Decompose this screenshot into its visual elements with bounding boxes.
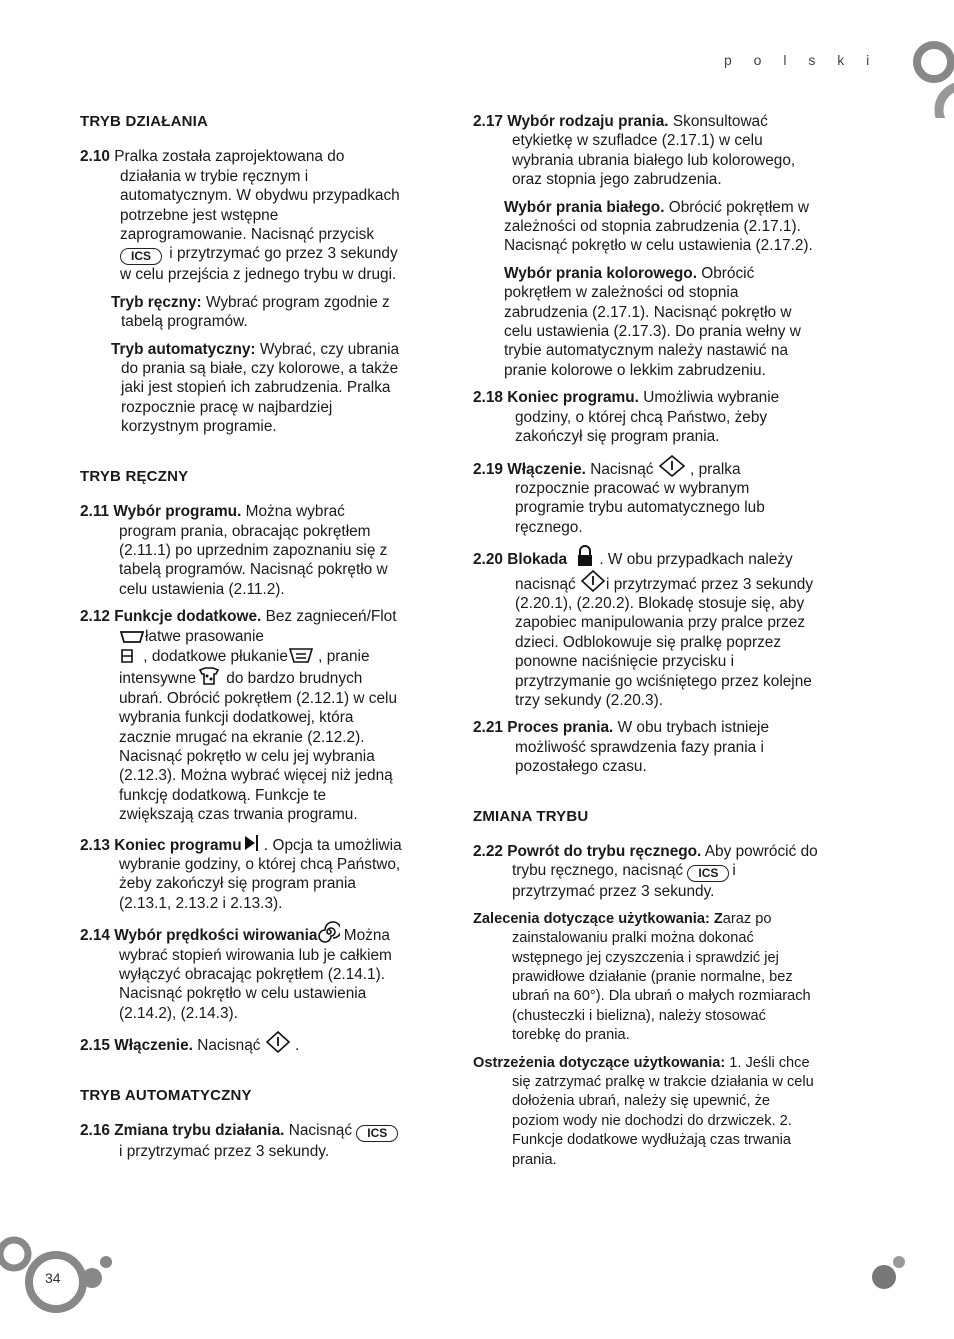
para-2-18: 2.18 Koniec programu. Umożliwia wybranie godziny, o której chcą Państwo, żeby zakończył się program prania. <box>473 389 780 446</box>
para-2-22: 2.22 Powrót do trybu ręcznego. Aby powrócić do trybu ręcznego, nacisnąć ICS i przytrzymać przez 3 sekundy. <box>473 843 818 901</box>
para-auto: Tryb automatyczny: Wybrać, czy ubrania do prania są białe, czy kolorowe, a także jaki jest stopień ich zabrudzenia. Pralka rozpocznie pracę w najbardziej korzystnym programie. <box>111 340 400 436</box>
heading-zmiana-trybu: ZMIANA TRYBU <box>473 807 589 825</box>
start-icon <box>265 1031 291 1053</box>
heading-tryb-automatyczny: TRYB AUTOMATYCZNY <box>80 1086 252 1104</box>
right-column <box>473 112 818 1178</box>
para-2-21: 2.21 Proces prania. W obu trybach istnieje możliwość sprawdzenia fazy prania i pozostałego czasu. <box>473 719 769 776</box>
ics-icon: ICS <box>120 248 162 265</box>
para-2-17: 2.17 Wybór rodzaju prania. Skonsultować etykietkę w szufladce (2.17.1) w celu wybrania ubrania białego lub kolorowego, oraz stopnia jego zabrudzenia. <box>473 113 796 189</box>
para-2-11: 2.11 Wybór programu. Można wybrać program prania, obracając pokrętłem (2.11.1) po uprzednim zapoznaniu się z tabelą programów. Nacisnąć pokrętło w celu ustawienia (2.11.2). <box>80 503 388 598</box>
para-manual: Tryb ręczny: Wybrać program zgodnie z tabelą programów. <box>111 293 390 331</box>
para-2-14: 2.14 Wybór prędkości wirowania Można wybrać stopień wirowania lub je całkiem wyłączyć obracając pokrętłem (2.14.1). Nacisnąć pokrętło w celu ustawienia (2.14.2), (2.14.3). <box>80 921 402 1023</box>
para-2-10: 2.10 Pralka została zaprojektowana do działania w trybie ręcznym i automatycznym. W obydwu przypadkach potrzebne jest wstępne zaprogramowanie. Nacisnąć przycisk ICS i przytrzymać go przez 3 sekundy w celu przejścia z jednego trybu w drugi. <box>80 148 400 284</box>
decorative-circles-top <box>905 38 954 118</box>
para-2-13: 2.13 Koniec programu . Opcja ta umożliwia wybranie godziny, o której chcą Państwo, żeby zakończył się program prania (2.13.1, 2.13.2 i 2.13.3). <box>80 833 402 914</box>
language-label: p o l s k i <box>724 52 879 68</box>
para-warnings: Ostrzeżenia dotyczące użytkowania: 1. Jeśli chce się zatrzymać pralkę w trakcie działania w celu dołożenia ubrań, należy się upewnić, że poziom wody nie dochodzi do drzwiczek. 2. Funkcje dodatkowe wydłużają czas trwania prania. <box>473 1054 814 1168</box>
decorative-circles-bottom-right <box>868 1252 918 1297</box>
para-color: Wybór prania kolorowego. Obrócić pokrętłem w zależności od stopnia zabrudzenia (2.17.1). Nacisnąć pokrętło w celu ustawienia (2.17.3). Do prania wełny w trybie automatycznym należy nastawić na pranie kolorowe o lekkim zabrudzeniu. <box>504 264 801 379</box>
left-column <box>80 112 402 1169</box>
para-2-19: 2.19 Włączenie. Nacisnąć , pralka rozpocznie pracować w wybranym programie trybu automatycznego lub ręcznego. <box>473 455 818 538</box>
heading-tryb-dzialania: TRYB DZIAŁANIA <box>80 113 209 130</box>
para-2-15: 2.15 Włączenie. Nacisnąć . <box>80 1031 402 1055</box>
lock-icon <box>575 545 595 567</box>
para-2-20: 2.20 Blokada . W obu przypadkach należy nacisnąć i przytrzymać przez 3 sekundy (2.20.1), (2.20.2). Blokadę stosuje się, aby zapobiec manipulowania przy pralce przez dzieci. Odblokowuje się pralkę poprzez ponowne naciśnięcie przycisku i przytrzymanie go wciśniętego przez kolejne trzy sekundy (2.20.3). <box>473 545 818 710</box>
page-number: 34 <box>45 1270 61 1286</box>
para-2-12: 2.12 Funkcje dodatkowe. Bez zagnieceń/Flotłatwe prasowanie , dodatkowe płukanie , pranie intensywne do bardzo brudnych ubrań. Obrócić pokrętłem (2.12.1) w celu wybrania funkcji dodatkowej, która zacznie mrugać na ekranie (2.12.2). Nacisnąć pokrętło w celu jej wybrania (2.12.3). Można wybrać więcej niż jedną funkcję dodatkową. Funkcje te zwiększają czas trwania programu. <box>80 608 398 824</box>
para-recommendations: Zalecenia dotyczące użytkowania: Zaraz po zainstalowaniu pralki można dokonać wstępnego jej czyszczenia i sprawdzić jej prawidłowe działanie (pranie normalne, bez ubrań na 60°). Dla ubrań o małych rozmiarach (chusteczki i bielizna), należy stosować torebkę do prania. <box>473 910 811 1044</box>
intensive-wash-icon <box>196 666 222 686</box>
spin-icon <box>318 921 340 943</box>
start-icon <box>580 570 606 592</box>
heading-tryb-reczny: TRYB RĘCZNY <box>80 467 189 485</box>
end-program-icon <box>242 833 260 853</box>
para-white: Wybór prania białego. Obrócić pokrętłem w zależności od stopnia zabrudzenia (2.17.1). Nacisnąć pokrętło w celu ustawienia (2.17.2). <box>504 198 813 255</box>
ics-icon: ICS <box>356 1125 398 1142</box>
easy-iron-icon-2 <box>119 648 139 664</box>
easy-iron-icon <box>119 628 145 644</box>
ics-icon: ICS <box>687 865 729 882</box>
extra-rinse-icon <box>288 646 314 664</box>
start-icon <box>658 455 686 477</box>
para-2-16: 2.16 Zmiana trybu działania. Nacisnąć ICSi przytrzymać przez 3 sekundy. <box>80 1121 402 1161</box>
